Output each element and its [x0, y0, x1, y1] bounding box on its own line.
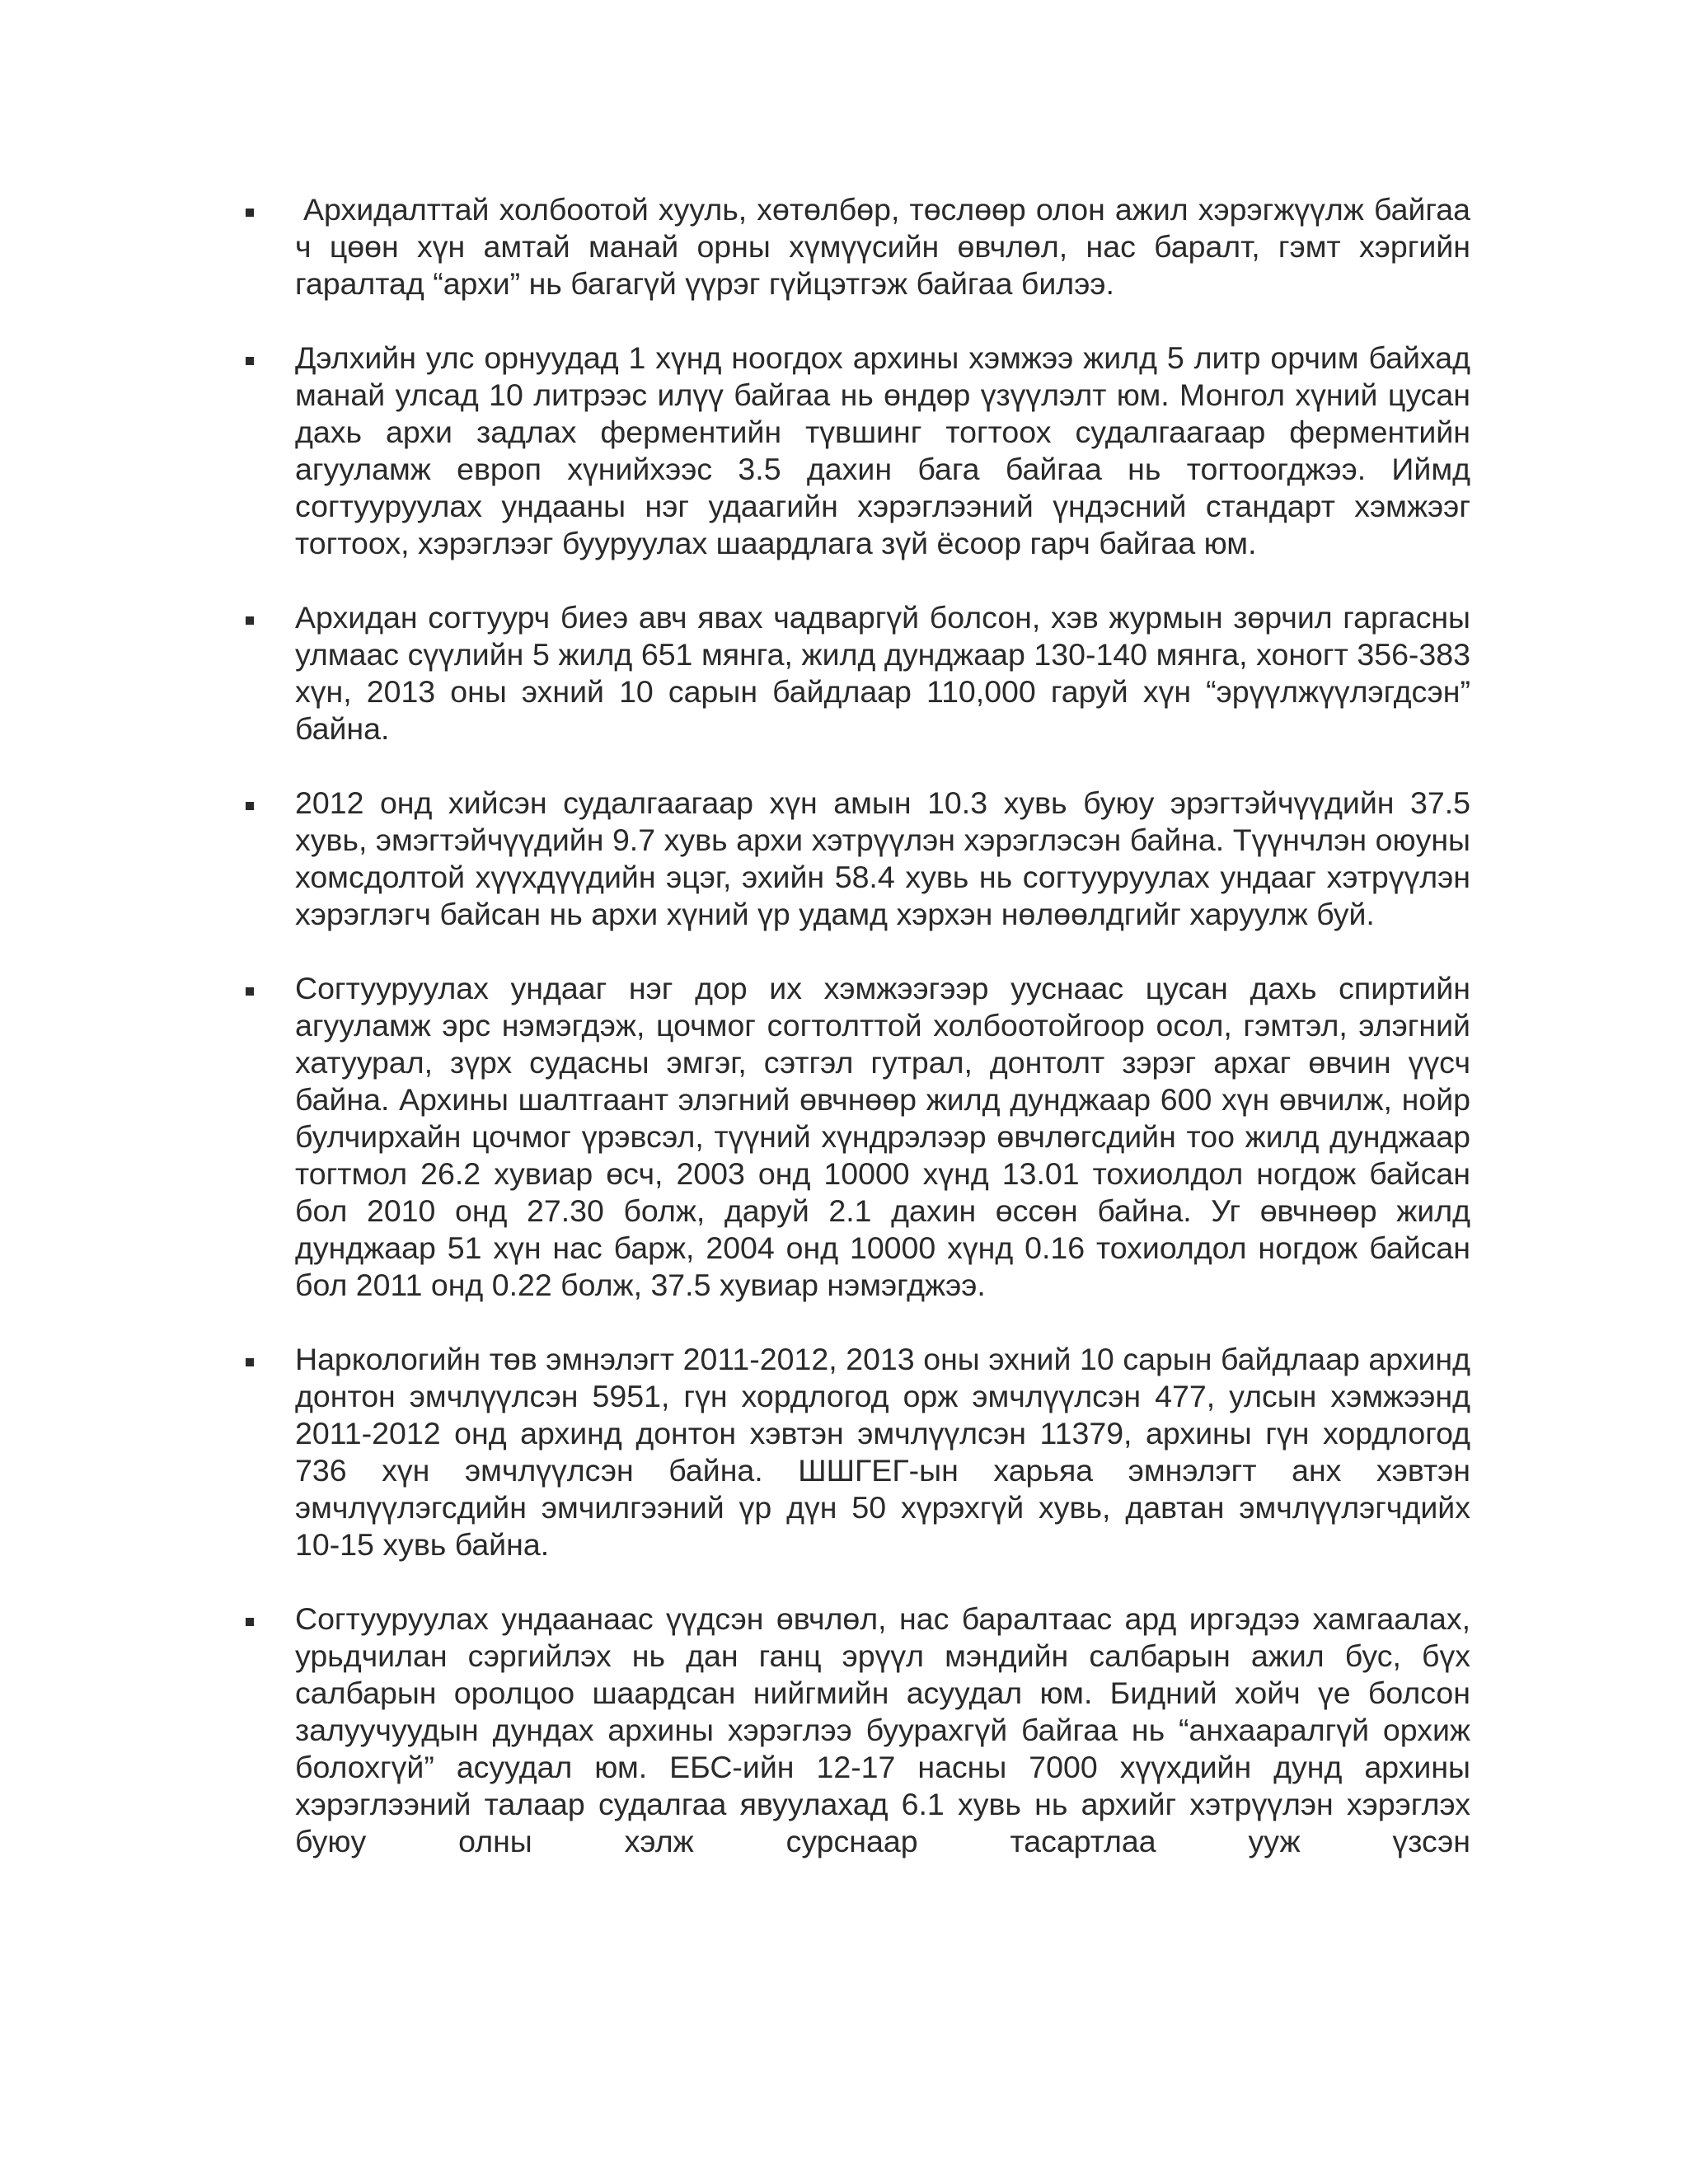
paragraph-text: Согтууруулах ундааг нэг дор их хэмжээгээр ууснаас цусан дахь спиртийн агууламж эрс нэмэгдэж, цочмог согтолттой холбоотойгоор осол, гэмтэл, элэгний хатуурал, зүрх судасны эмгэг, сэтгэл гутрал, донтолт зэрэг архаг өвчин үүсч байна. Архины шалтгаант элэгний өвчнөөр жилд дунджаар 600 хүн өвчилж, нойр булчирхайн цочмог үрэвсэл, түүний хүндрэлээр өвчлөгсдийн тоо жилд дунджаар тогтмол 26.2 хувиар өсч, 2003 онд 10000 хүнд 13.01 тохиолдол ногдож байсан бол 2010 онд 27.30 болж, даруй 2.1 дахин өссөн байна. Уг өвчнөөр жилд дунджаар 51 хүн нас барж, 2004 онд 10000 хүнд 0.16 тохиолдол ногдож байсан бол 2011 онд 0.22 болж, 37.5 хувиар нэмэгджээ. [295, 971, 1470, 1302]
square-bullet-icon [246, 357, 254, 365]
square-bullet-icon [246, 802, 254, 810]
paragraph-text: 2012 онд хийсэн судалгаагаар хүн амын 10.3 хувь буюу эрэгтэйчүүдийн 37.5 хувь, эмэгтэйчүүдийн 9.7 хувь архи хэтрүүлэн хэрэглэсэн байна. Түүнчлэн оюуны хомсдолтой хүүхдүүдийн эцэг, эхийн 58.4 хувь нь согтууруулах ундааг хэтрүүлэн хэрэглэгч байсан нь архи хүний үр удамд хэрхэн нөлөөлдгийг харуулж буй. [295, 785, 1470, 931]
square-bullet-icon [246, 987, 254, 996]
list-item [244, 970, 1470, 1304]
paragraph-text: Архидалттай холбоотой хууль, хөтөлбөр, төслөөр олон ажил хэрэгжүүлж байгаа ч цөөн хүн амтай манай орны хүмүүсийн өвчлөл, нас баралт, гэмт хэргийн гаралтад “архи” нь багагүй үүрэг гүйцэтгэж байгаа билээ. [295, 192, 1470, 301]
list-item [244, 1341, 1470, 1563]
paragraph-text: Дэлхийн улс орнуудад 1 хүнд ноогдох архины хэмжээ жилд 5 литр орчим байхад манай улсад 10 литрээс илүү байгаа нь өндөр үзүүлэлт юм. Монгол хүний цусан дахь архи задлах ферментийн түвшинг тогтоох судалгаагаар ферментийн агууламж европ хүнийхээс 3.5 дахин бага байгаа нь тогтоогджээ. Иймд согтууруулах ундааны нэг удаагийн хэрэглээний үндэсний стандарт хэмжээг тогтоох, хэрэглээг бууруулах шаардлага зүй ёсоор гарч байгаа юм. [295, 340, 1470, 560]
square-bullet-icon [246, 209, 254, 217]
paragraph-text: Архидан согтуурч биеэ авч явах чадваргүй болсон, хэв журмын зөрчил гаргасны улмаас сүүлийн 5 жилд 651 мянга, жилд дунджаар 130-140 мянга, хоногт 356-383 хүн, 2013 оны эхний 10 сарын байдлаар 110,000 гаруй хүн “эрүүлжүүлэгдсэн” байна. [295, 600, 1470, 746]
square-bullet-icon [246, 616, 254, 625]
list-item [244, 1601, 1470, 1860]
bullet-list [244, 191, 1470, 1860]
paragraph-text: Согтууруулах ундаанаас үүдсэн өвчлөл, нас баралтаас ард иргэдээ хамгаалах, урьдчилан сэргийлэх нь дан ганц эрүүл мэндийн салбарын ажил бус, бүх салбарын оролцоо шаардсан нийгмийн асуудал юм. Бидний хойч үе болсон залуучуудын дундах архины хэрэглээ буурахгүй байгаа нь “анхааралгүй орхиж болохгүй” асуудал юм. ЕБС-ийн 12-17 насны 7000 хүүхдийн дунд архины хэрэглээний талаар судалгаа явуулахад 6.1 хувь нь архийг хэтрүүлэн хэрэглэх буюу олны хэлж сурснаар тасартлаа ууж үзсэн [295, 1601, 1470, 1858]
list-item [244, 785, 1470, 933]
list-item [244, 191, 1470, 302]
square-bullet-icon [246, 1358, 254, 1366]
paragraph-text: Наркологийн төв эмнэлэгт 2011-2012, 2013 оны эхний 10 сарын байдлаар архинд донтон эмчлүүлсэн 5951, гүн хордлогод орж эмчлүүлсэн 477, улсын хэмжээнд 2011-2012 онд архинд донтон хэвтэн эмчлүүлсэн 11379, архины гүн хордлогод 736 хүн эмчлүүлсэн байна. ШШГЕГ-ын харьяа эмнэлэгт анх хэвтэн эмчлүүлэгсдийн эмчилгээний үр дүн 50 хүрэхгүй хувь, давтан эмчлүүлэгчдийх 10-15 хувь байна. [295, 1342, 1470, 1562]
square-bullet-icon [246, 1618, 254, 1626]
list-item [244, 599, 1470, 748]
list-item [244, 340, 1470, 562]
